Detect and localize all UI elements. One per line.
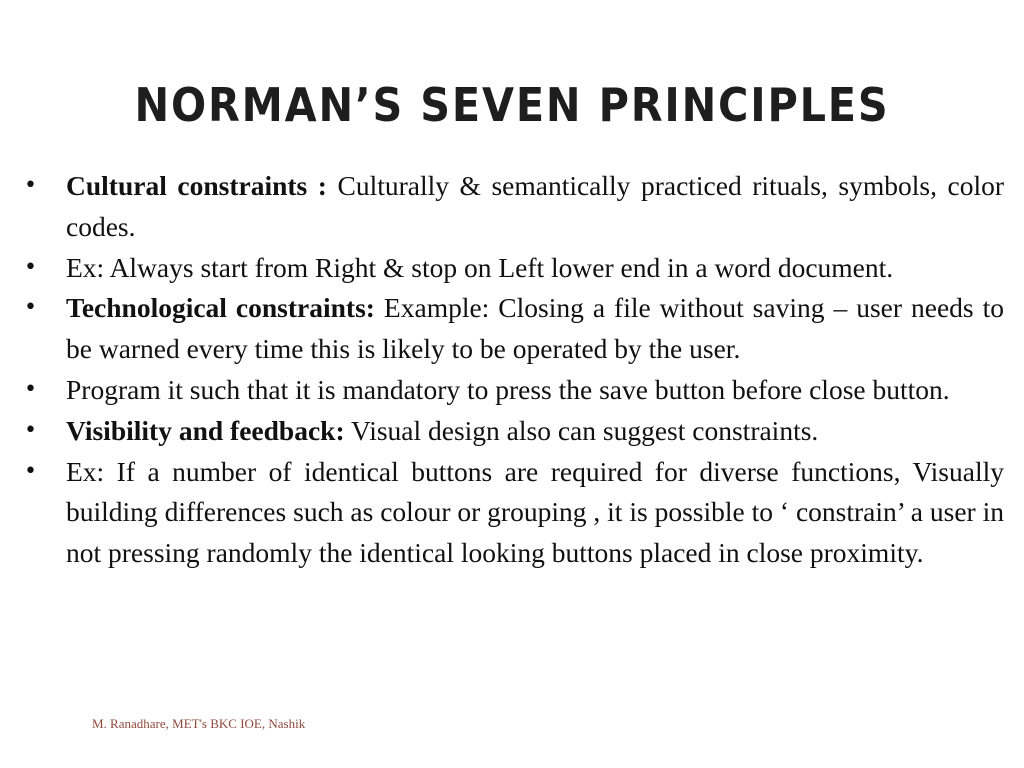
bullet-dot-icon: • [24,173,37,198]
bullet-dot-icon: • [24,254,37,280]
bullet-item [24,370,1004,411]
bullet-bold: Cultural constraints : [66,170,327,201]
bullet-text: Visual design also can suggest constraints. [344,414,819,446]
bullet-text: Ex: Always start from Right & stop on Left lower end in a word document. [66,251,894,283]
slide-title: NORMAN’S SEVEN PRINCIPLES [134,78,890,132]
bullet-item [24,411,1004,452]
bullet-dot-icon: • [24,458,37,484]
bullet-text: Ex: If a number of identical buttons are required for diverse functions, Visually building differences such as colour or grouping , it is possible to ‘ constrain’ a user in not pressing randomly the identical looking buttons placed in close proximity. [66,455,1004,569]
bullet-list [24,166,1004,574]
bullet-bold: Visibility and feedback: [66,414,345,446]
bullet-dot-icon: • [24,376,37,402]
bullet-dot-icon: • [24,417,37,443]
bullet-item [24,166,1004,248]
bullet-item [24,288,1004,370]
bullet-dot-icon: • [24,295,37,321]
bullet-text: Example: Closing a file without saving – user needs to be warned every time this is likely to be operated by the user. [66,292,1004,365]
bullet-text: Culturally & semantically practiced rituals, symbols, color codes. [66,170,1004,242]
bullet-item [24,248,1004,289]
slide-footer: M. Ranadhare, MET's BKC IOE, Nashik [92,716,306,731]
bullet-bold: Technological constraints: [66,292,375,324]
bullet-text: Program it such that it is mandatory to press the save button before close button. [66,373,950,405]
bullet-item [24,452,1004,574]
